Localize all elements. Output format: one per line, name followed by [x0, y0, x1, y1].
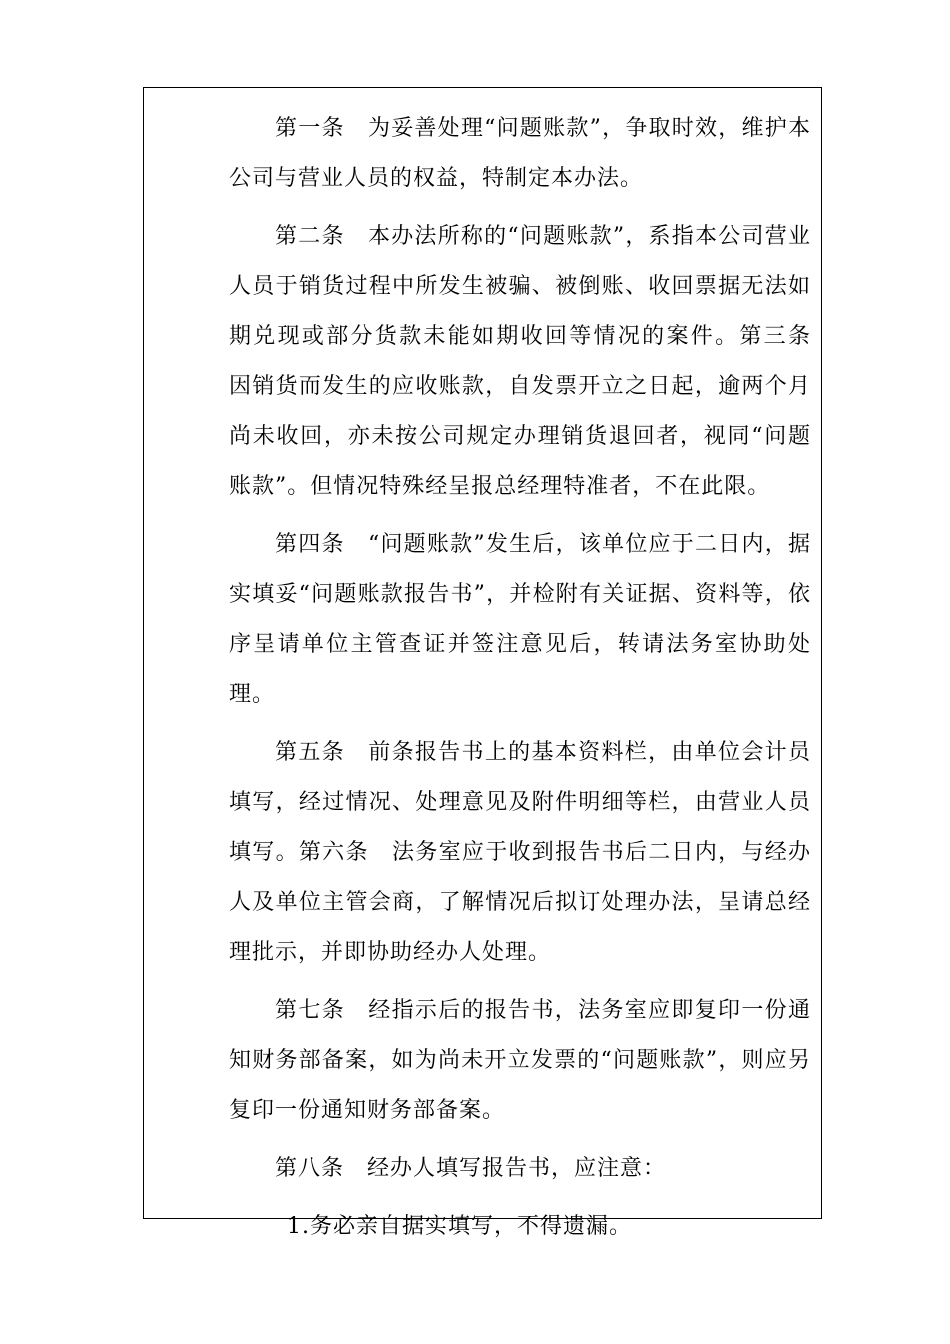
document-body	[229, 104, 835, 1252]
list-item: 1.务必亲自据实填写，不得遗漏。	[287, 1214, 632, 1239]
article-7-paragraph: 第七条 经指示后的报告书，法务室应即复印一份通知财务部备案，如为尚未开立发票的“问题账款”，则应另复印一份通知财务部备案。	[229, 998, 811, 1123]
article-8-paragraph: 第八条 经办人填写报告书，应注意：	[275, 1156, 667, 1181]
article-1-paragraph: 第一条 为妥善处理“问题账款”，争取时效，维护本公司与营业人员的权益，特制定本办法。	[229, 116, 811, 191]
article-2-3-paragraph: 第二条 本办法所称的“问题账款”，系指本公司营业人员于销货过程中所发生被骗、被倒账、收回票据无法如期兑现或部分货款未能如期收回等情况的案件。第三条 因销货而发生的应收账款，自发票开立之日起，逾两个月尚未收回，亦未按公司规定办理销货退回者，视同“问题账款”。但情况特殊经呈报总经理特准者，不在此限。	[229, 224, 835, 499]
article-5-6-paragraph: 第五条 前条报告书上的基本资料栏，由单位会计员填写，经过情况、处理意见及附件明细等栏，由营业人员填写。第六条 法务室应于收到报告书后二日内，与经办人及单位主管会商，了解情况后拟订处理办法，呈请总经理批示，并即协助经办人处理。	[229, 740, 811, 965]
article-4-paragraph: 第四条 “问题账款”发生后，该单位应于二日内，据实填妥“问题账款报告书”，并检附有关证据、资料等，依序呈请单位主管查证并签注意见后，转请法务室协助处理。	[229, 532, 811, 707]
